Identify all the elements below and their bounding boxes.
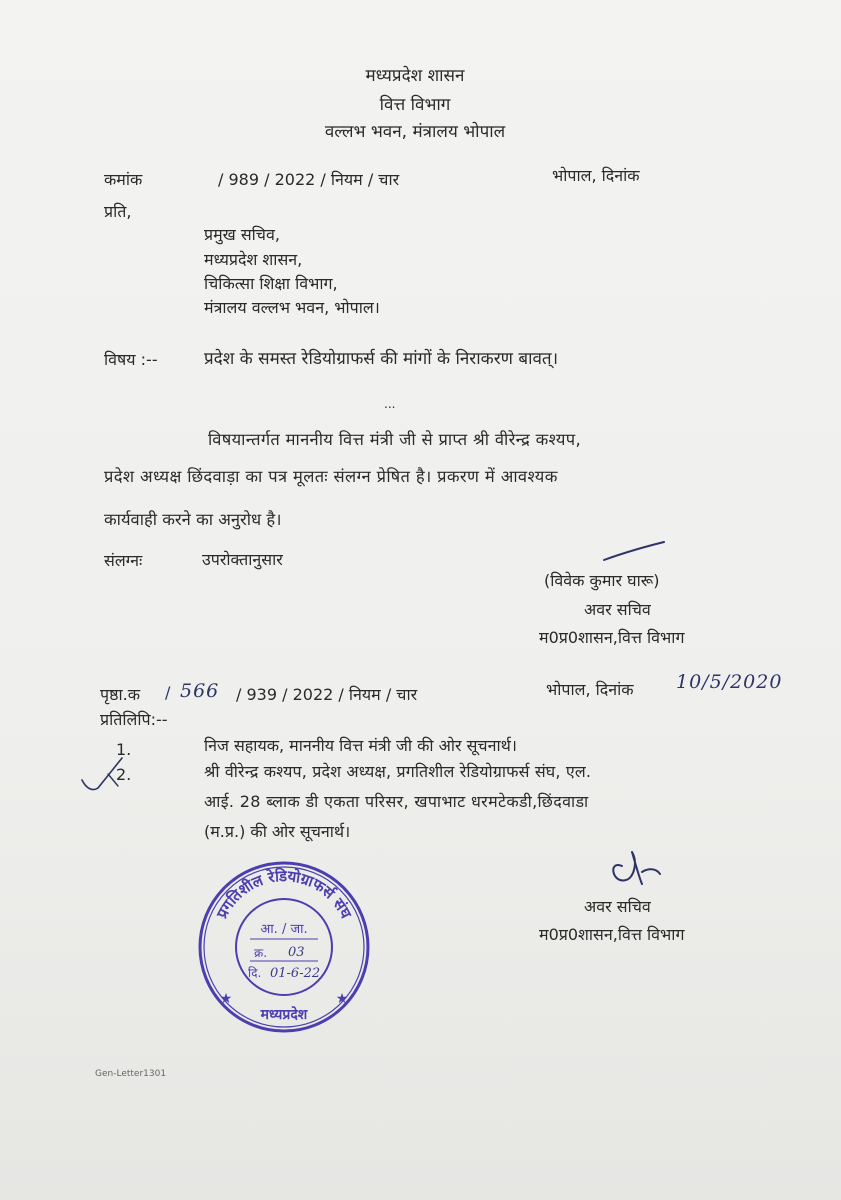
body-line: कार्यवाही करने का अनुरोध है।: [104, 510, 282, 529]
to-line: मंत्रालय वल्लभ भवन, भोपाल।: [204, 298, 380, 317]
to-line: प्रमुख सचिव,: [204, 225, 280, 244]
association-stamp: [194, 857, 374, 1037]
tick-mark: [78, 752, 134, 796]
endorsement-place-date: भोपाल, दिनांक: [546, 680, 634, 699]
signatory1-name: (विवेक कुमार घारू): [544, 571, 660, 590]
signatory1-office: म0प्र0शासन,वित्त विभाग: [539, 628, 685, 647]
to-line: चिकित्सा शिक्षा विभाग,: [204, 274, 338, 293]
signature-mark: [600, 536, 670, 572]
handwritten-date: 10/5/2020: [676, 671, 783, 693]
header-address: वल्लभ भवन, मंत्रालय भोपाल: [324, 122, 506, 142]
to-label: प्रति,: [104, 202, 132, 221]
signature-initials: [602, 838, 666, 894]
copy-label: प्रतिलिपि:--: [100, 710, 168, 729]
copy-item-number: 2.: [116, 765, 132, 784]
stamp-kr-value: 03: [288, 945, 305, 960]
copy-item-text-cont: आई. 28 ब्लाक डी एकता परिसर, खपाभाट धरमटेकडी,छिंदवाडा: [204, 792, 589, 811]
body-line: विषयान्तर्गत माननीय वित्त मंत्री जी से प्राप्त श्री वीरेन्द्र कश्यप,: [208, 430, 582, 449]
stamp-date-label: दि.: [248, 966, 262, 980]
copy-item-text-cont: (म.प्र.) की ओर सूचनार्थ।: [204, 822, 351, 841]
stamp-star-left: ★: [219, 991, 233, 1007]
stamp-bottom-text: मध्यप्रदेश: [260, 1007, 308, 1023]
copy-item-text: श्री वीरेन्द्र कश्यप, प्रदेश अध्यक्ष, प्रगतिशील रेडियोग्राफर्स संघ, एल.: [204, 762, 592, 781]
subject-label: विषय :--: [104, 350, 158, 369]
stamp-date-value: 01-6-22: [270, 966, 321, 981]
ref-place-date: भोपाल, दिनांक: [552, 166, 640, 185]
subject-text: प्रदेश के समस्त रेडियोग्राफर्स की मांगों के निराकरण बावत्।: [204, 349, 559, 369]
enclosure-text: उपरोक्तानुसार: [202, 550, 283, 569]
ref-number: / 989 / 2022 / नियम / चार: [218, 170, 400, 189]
to-line: मध्यप्रदेश शासन,: [204, 250, 303, 269]
copy-item-number: 1.: [116, 740, 132, 759]
stamp-kr-label: क्र.: [254, 946, 268, 960]
signatory2-designation: अवर सचिव: [584, 897, 651, 916]
enclosure-label: संलग्नः: [104, 551, 143, 570]
footer-code: Gen-Letter1301: [95, 1069, 167, 1079]
stamp-ring-text: प्रगतिशील रेडियोग्राफर्स संघ: [212, 866, 356, 922]
handwritten-dispatch-number: 566: [180, 680, 220, 702]
stamp-star-right: ★: [335, 991, 349, 1007]
endorsement-slash: /: [165, 683, 171, 702]
ref-label: कमांक: [104, 170, 143, 189]
body-line: प्रदेश अध्यक्ष छिंदवाड़ा का पत्र मूलतः संलग्न प्रेषित है। प्रकरण में आवश्यक: [104, 467, 558, 486]
subject-dots: ...: [384, 397, 396, 411]
endorsement-number: / 939 / 2022 / नियम / चार: [236, 685, 418, 704]
stamp-inward: आ. / जा.: [260, 922, 308, 937]
signatory2-office: म0प्र0शासन,वित्त विभाग: [539, 925, 685, 944]
signatory1-designation: अवर सचिव: [584, 600, 651, 619]
endorsement-label: पृष्ठा.क: [100, 685, 141, 704]
header-department: वित्त विभाग: [379, 95, 451, 115]
copy-item-text: निज सहायक, माननीय वित्त मंत्री जी की ओर सूचनार्थ।: [204, 736, 517, 755]
header-government: मध्यप्रदेश शासन: [365, 66, 465, 86]
